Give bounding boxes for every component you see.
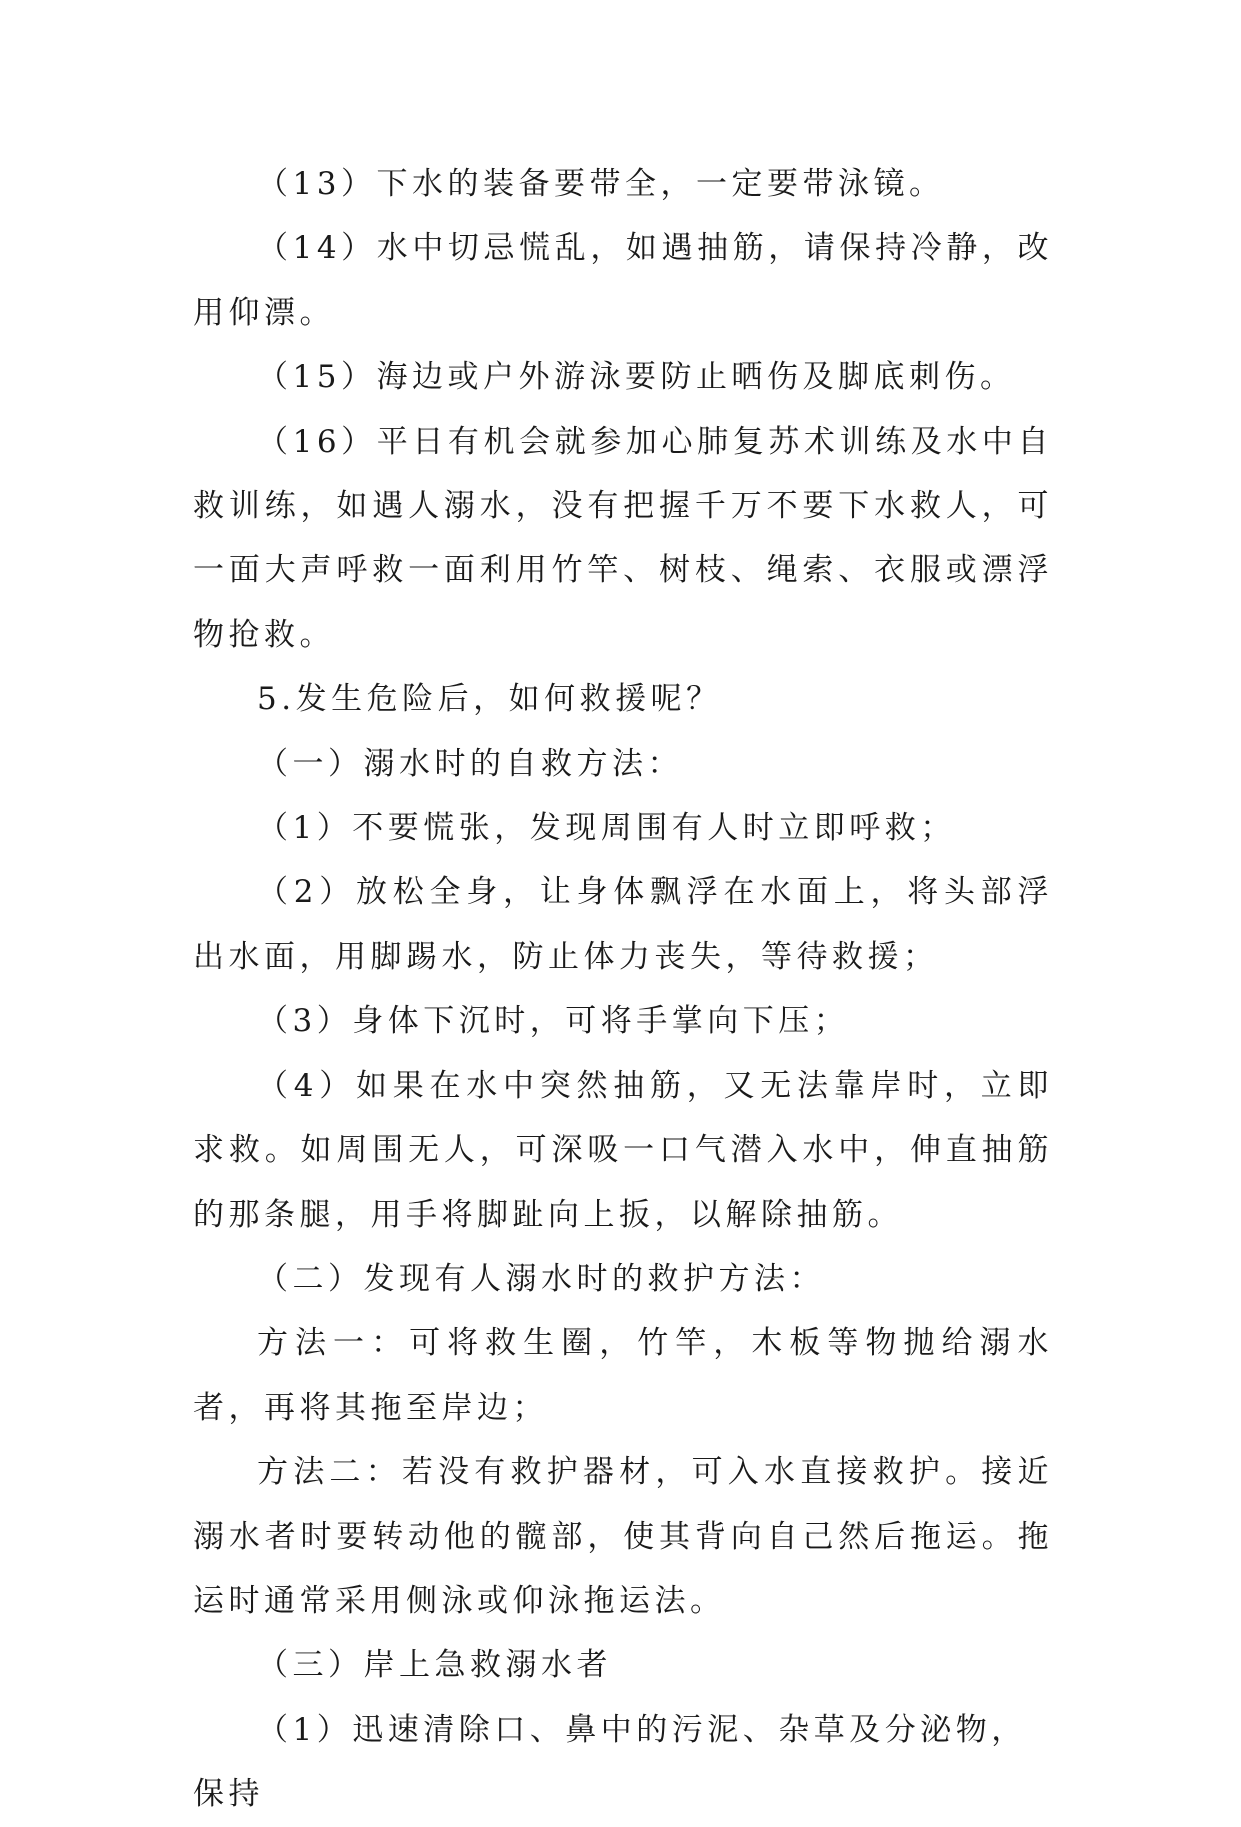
subheading-shore-first-aid: （三）岸上急救溺水者 <box>257 1647 612 1684</box>
self-rescue-step-1: （1）不要慌张，发现周围有人时立即呼救； <box>257 810 956 847</box>
self-rescue-step-3: （3）身体下沉时，可将手掌向下压； <box>257 1003 850 1040</box>
paragraph-16-cpr-training: （16）平日有机会就参加心肺复苏术训练及水中自救训练，如遇人溺水，没有把握千万不要下水救人，可一面大声呼救一面利用竹竿、树枝、绳索、衣服或漂浮物抢救。 <box>193 423 1053 653</box>
section-heading-rescue: 5.发生危险后，如何救援呢？ <box>257 681 722 718</box>
paragraph-13-equipment: （13）下水的装备要带全，一定要带泳镜。 <box>257 166 945 202</box>
subheading-rescue-others: （二）发现有人溺水时的救护方法： <box>257 1260 825 1297</box>
self-rescue-step-4: （4）如果在水中突然抽筋，又无法靠岸时，立即求救。如周围无人，可深吸一口气潜入水中，伸直抽筋的那条腿，用手将脚趾向上扳，以解除抽筋。 <box>193 1067 1053 1233</box>
subheading-self-rescue: （一）溺水时的自救方法： <box>257 745 683 782</box>
paragraph-14-no-panic: （14）水中切忌慌乱，如遇抽筋，请保持冷静，改用仰漂。 <box>193 230 1053 331</box>
rescue-method-1: 方法一：可将救生圈，竹竿，木板等物抛给溺水者，再将其拖至岸边； <box>193 1325 1053 1426</box>
rescue-method-2: 方法二：若没有救护器材，可入水直接救护。接近溺水者时要转动他的髋部，使其背向自己然后拖运。拖运时通常采用侧泳或仰泳拖运法。 <box>193 1454 1053 1619</box>
document-body <box>193 152 1053 1827</box>
first-aid-step-1: （1）迅速清除口、鼻中的污泥、杂草及分泌物，保持 <box>193 1711 1027 1813</box>
paragraph-15-sunburn: （15）海边或户外游泳要防止晒伤及脚底刺伤。 <box>257 359 1016 396</box>
self-rescue-step-2: （2）放松全身，让身体飘浮在水面上，将头部浮出水面，用脚踢水，防止体力丧失，等待救援； <box>193 874 1053 975</box>
